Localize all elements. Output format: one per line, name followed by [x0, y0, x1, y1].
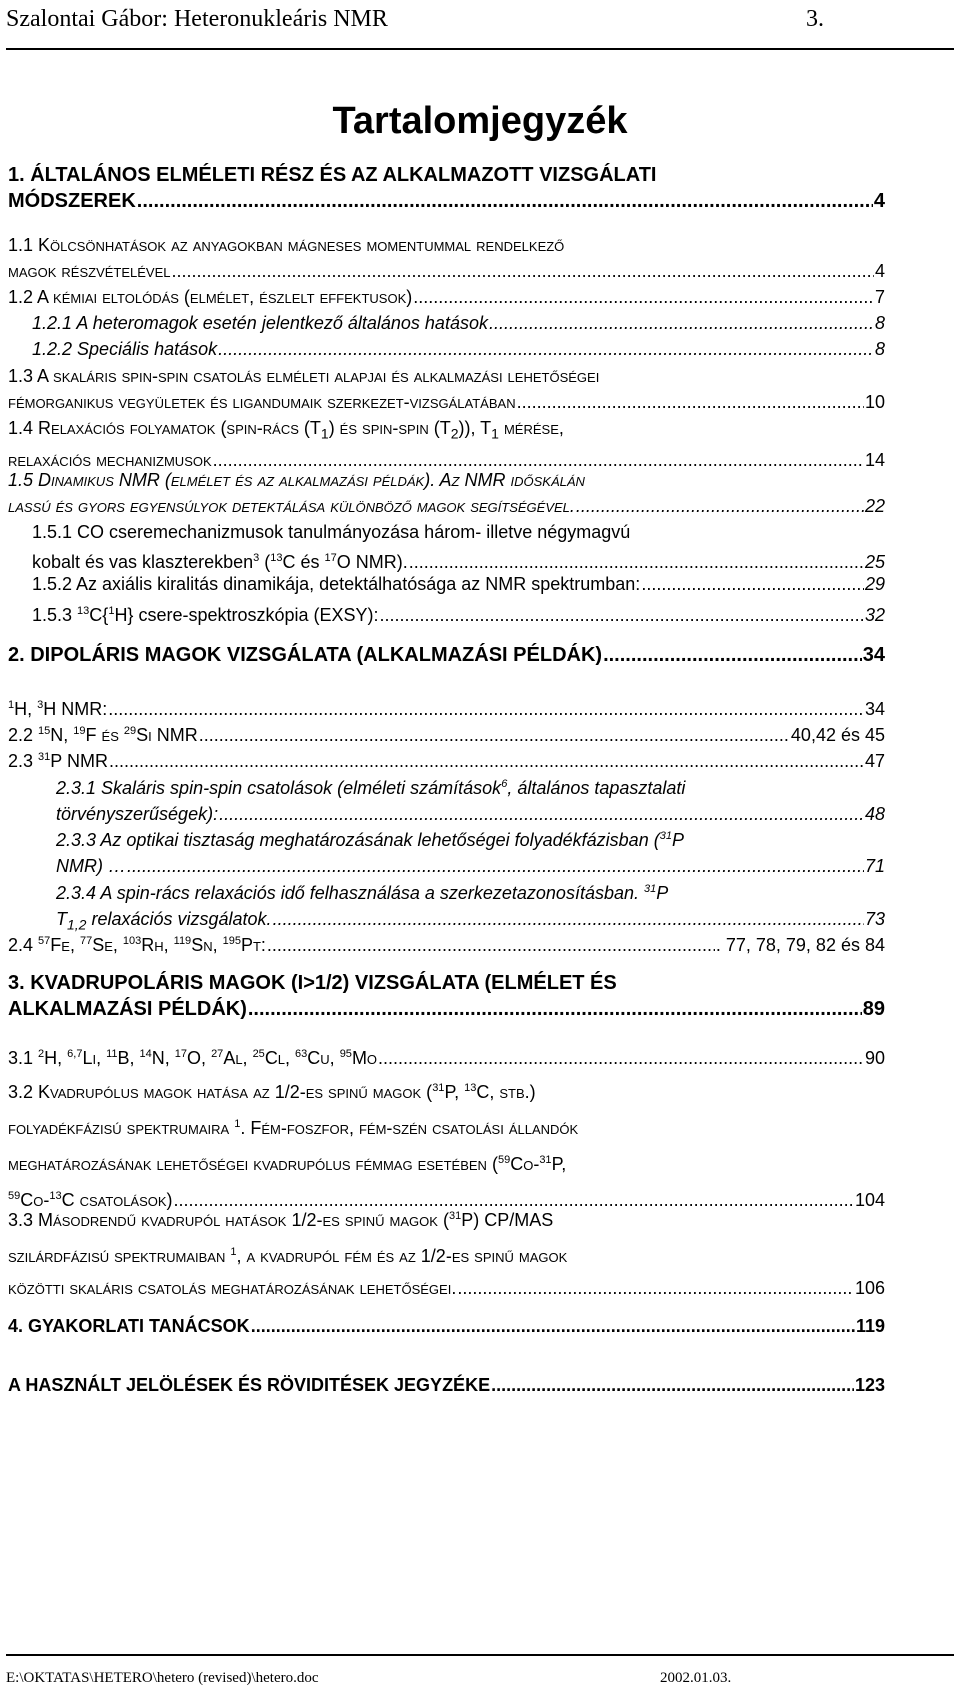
- superscript: 57: [38, 935, 51, 947]
- toc-page-number: 89: [862, 998, 885, 1020]
- toc-entry-text: P) CP/MAS: [461, 1210, 554, 1230]
- toc-page-number: 4: [874, 261, 885, 281]
- toc-entry-text: Co-: [510, 1154, 540, 1174]
- toc-entry-text: 2.2: [8, 725, 39, 745]
- superscript: 31: [432, 1082, 445, 1094]
- toc-entry-2[interactable]: [8, 642, 885, 668]
- toc-entry-text: magok részvételével: [8, 261, 171, 281]
- toc-entry-text: )), T: [458, 418, 492, 438]
- leader-dots: [380, 602, 864, 628]
- toc-entry-text: 1.5.1 CO cseremechanizmusok tanulmányozása három- illetve négymagvú: [32, 522, 631, 542]
- toc-entry-text: (: [259, 552, 271, 572]
- toc-page-number: 7: [874, 287, 885, 307]
- toc-entry-text: Al,: [223, 1048, 253, 1068]
- superscript: 13: [49, 1190, 62, 1202]
- toc-entry-text: , általános tapasztalati: [507, 778, 686, 798]
- toc-page-number: 29: [864, 574, 885, 594]
- superscript: 19: [73, 725, 86, 737]
- toc-page-number: 8: [874, 313, 885, 333]
- toc-page-number: 73: [864, 909, 885, 929]
- leader-dots: [248, 996, 862, 1022]
- superscript: 2: [38, 1048, 45, 1060]
- superscript: 31: [644, 883, 657, 895]
- toc-entry-text: Cu,: [307, 1048, 340, 1068]
- toc-entry-text: MÓDSZEREK: [8, 190, 136, 212]
- toc-page-number: 4: [873, 190, 885, 212]
- toc-entry-1-5[interactable]: [8, 467, 885, 519]
- leader-dots: [267, 932, 715, 958]
- toc-entry-text: 2.3.4 A spin-rács relaxációs idő felhasználása a szerkezetazonosításban.: [56, 883, 644, 903]
- toc-page-number: 14: [864, 449, 885, 470]
- superscript: 13: [464, 1082, 477, 1094]
- leader-dots: [413, 284, 874, 310]
- leader-dots: [218, 336, 874, 362]
- toc-entry-text: O,: [187, 1048, 212, 1068]
- toc-entry-text: meghatározásának lehetőségei kvadrupólus fémmag esetében (: [8, 1154, 498, 1174]
- leader-dots: [137, 188, 873, 214]
- superscript: 59: [8, 1190, 21, 1202]
- toc-entry-text: . Fém-foszfor, fém-szén csatolási állandók: [240, 1118, 579, 1138]
- superscript: 77: [79, 935, 93, 947]
- toc-entry-text: 2.4: [8, 935, 39, 955]
- toc-entry-text: mérése,: [498, 418, 564, 438]
- superscript: 13: [77, 605, 90, 617]
- superscript: 31: [539, 1154, 552, 1166]
- toc-entry-text: P: [671, 830, 684, 850]
- superscript: 103: [122, 935, 142, 947]
- toc-page-number: 40,42 és 45: [790, 725, 885, 745]
- toc-entry-text: Li,: [82, 1048, 107, 1068]
- toc-page-number: 34: [864, 699, 885, 719]
- toc-entry-text: 2.3: [8, 751, 39, 771]
- toc-page-number: 106: [854, 1278, 885, 1298]
- page-footer: [6, 1654, 954, 1694]
- toc-entry-3-3[interactable]: [8, 1203, 885, 1301]
- toc-entry-text: O NMR).: [336, 552, 408, 572]
- toc-entry-text: 1.1 Kölcsönhatások az anyagokban mágneses momentummal rendelkező: [8, 235, 565, 255]
- superscript: 3: [37, 699, 44, 711]
- superscript: 31: [448, 1210, 462, 1222]
- leader-dots: [378, 1045, 864, 1071]
- toc-entry-text: P,: [551, 1154, 567, 1174]
- toc-page-number: 123: [854, 1375, 885, 1395]
- toc-entry-text: H NMR:: [43, 699, 108, 719]
- toc-entry-1-2[interactable]: [8, 284, 885, 310]
- toc-entry-text: B,: [117, 1048, 140, 1068]
- toc-entry-4[interactable]: [8, 1313, 885, 1339]
- toc-entry-text: H,: [14, 699, 38, 719]
- toc-entry-text: 3.2 Kvadrupólus magok hatása az 1/2-es spinű magok (: [8, 1082, 433, 1102]
- toc-entry-1-2-2[interactable]: [32, 336, 885, 362]
- header-title: Szalontai Gábor: Heteronukleáris NMR: [6, 6, 388, 32]
- toc-entry-text: Si NMR: [136, 725, 198, 745]
- toc-entry-text: 1.2 A kémiai eltolódás (elmélet, észlelt effektusok): [8, 287, 413, 307]
- toc-page-number: 32: [864, 605, 885, 625]
- toc-page-number: 10: [864, 392, 885, 412]
- superscript: 195: [222, 935, 241, 947]
- header-page-number: 3.: [806, 6, 824, 32]
- toc-entry-2-3[interactable]: [8, 744, 885, 774]
- superscript: 1: [230, 1246, 237, 1258]
- toc-entry-text: 3.1: [8, 1048, 39, 1068]
- toc-entry-text: lassú és gyors egyensúlyok detektálása különböző magok segítségével.: [8, 496, 575, 516]
- toc-page-number: 119: [855, 1316, 885, 1336]
- leader-dots: [641, 571, 864, 597]
- toc-entry-text: 1.3 A skaláris spin-spin csatolás elméleti alapjai és alkalmazási lehetőségei: [8, 366, 600, 386]
- toc-entry-text: közötti skaláris csatolás meghatározásának lehetőségei.: [8, 1278, 457, 1298]
- toc-entry-text: Mo: [351, 1048, 378, 1068]
- toc-entry-text: P,: [444, 1082, 465, 1102]
- superscript: 1: [8, 699, 15, 711]
- toc-entry-text: Rh,: [141, 935, 174, 955]
- toc-entry-text: NMR) …: [56, 856, 126, 876]
- superscript: 27: [211, 1048, 224, 1060]
- superscript: 31: [38, 751, 51, 763]
- subscript: 1,2: [67, 916, 87, 933]
- superscript: 25: [252, 1048, 265, 1060]
- toc-entry-text: T: [56, 909, 67, 929]
- toc-entry-text: Cl,: [264, 1048, 296, 1068]
- toc-entry-text: folyadékfázisú spektrumaira: [8, 1118, 235, 1138]
- superscript: 15: [38, 725, 51, 737]
- toc-page-number: 47: [864, 751, 885, 771]
- toc-entry-text: ) és spin-spin (T: [328, 418, 451, 438]
- superscript: 14: [139, 1048, 152, 1060]
- superscript: 29: [123, 725, 137, 737]
- toc-entry-1[interactable]: [8, 162, 885, 214]
- toc-entry-text: 1.2.2 Speciális hatások: [32, 339, 218, 359]
- subscript: 1: [491, 425, 499, 442]
- superscript: 1: [108, 605, 115, 617]
- toc-page-number: 8: [874, 339, 885, 359]
- toc-page-number: 25: [864, 552, 885, 572]
- toc-entry-text: C és: [282, 552, 325, 572]
- leader-dots: [517, 389, 864, 415]
- toc-entry-text: szilárdfázisú spektrumaiban: [8, 1246, 231, 1266]
- toc-entry-text: Pt:: [240, 935, 266, 955]
- document-title: Tartalomjegyzék: [332, 100, 628, 142]
- toc-entry-2-3-3[interactable]: [56, 823, 885, 879]
- toc-entry-text: 1. ÁLTALÁNOS ELMÉLETI RÉSZ ÉS AZ ALKALMAZOTT VIZSGÁLATI: [8, 164, 657, 186]
- toc-entry-1-5-2[interactable]: [32, 571, 885, 597]
- toc-entry-text: fémorganikus vegyületek és ligandumaik szerkezet-vizsgálatában: [8, 392, 516, 412]
- superscript: 3: [253, 552, 260, 564]
- toc-entry-text: N,: [151, 1048, 175, 1068]
- toc-entry-text: 2. DIPOLÁRIS MAGOK VIZSGÁLATA (ALKALMAZÁSI PÉLDÁK): [8, 644, 603, 666]
- superscript: 95: [339, 1048, 352, 1060]
- leader-dots: [603, 642, 862, 668]
- footer-file-path: E:\OKTATAS\HETERO\hetero (revised)\hetero.doc: [6, 1670, 319, 1686]
- superscript: 6,7: [67, 1048, 83, 1060]
- toc-entry-text: Se,: [92, 935, 123, 955]
- superscript: 17: [174, 1048, 188, 1060]
- toc-entry-text: relaxációs mechanizmusok: [8, 449, 212, 470]
- toc-entry-text: 1.5.2 Az axiális kiralitás dinamikája, detektálhatósága az NMR spektrumban:: [32, 574, 641, 594]
- superscript: 63: [295, 1048, 308, 1060]
- toc-entry-2-4[interactable]: [8, 928, 885, 958]
- toc-entry-text: 1.4 Relaxációs folyamatok (spin-rács (T: [8, 418, 321, 438]
- toc-entry-3-1[interactable]: [8, 1041, 885, 1071]
- toc-entry-text: relaxációs vizsgálatok.: [86, 909, 272, 929]
- toc-entry-text: 2.3.1 Skaláris spin-spin csatolások (elméleti számítások: [56, 778, 502, 798]
- toc-page-number: 71: [864, 856, 885, 876]
- toc-page-number: 90: [864, 1048, 885, 1068]
- superscript: 31: [659, 830, 672, 842]
- toc-page-number: 34: [862, 644, 885, 666]
- toc-entry-text: C, stb.): [476, 1082, 536, 1102]
- leader-dots: [491, 1372, 854, 1398]
- toc-entry-3-2[interactable]: [8, 1075, 885, 1213]
- toc-page-number: . 77, 78, 79, 82 és 84: [715, 935, 885, 955]
- toc-entry-3[interactable]: [8, 970, 885, 1022]
- toc-page-number: 22: [864, 496, 885, 516]
- toc-entry-text: Co-: [20, 1190, 50, 1210]
- subscript: 2: [450, 425, 459, 442]
- toc-entry-1-1[interactable]: [8, 232, 885, 284]
- leader-dots: [489, 310, 874, 336]
- toc-entry-2-3-1[interactable]: [56, 771, 885, 827]
- toc-entry-notations[interactable]: [8, 1372, 885, 1398]
- superscript: 119: [173, 935, 192, 947]
- toc-entry-text: 2.3.3 Az optikai tisztaság meghatározásának lehetőségei folyadékfázisban (: [56, 830, 660, 850]
- superscript: 13: [270, 552, 283, 564]
- toc-entry-text: , a kvadrupól fém és az 1/2-es spinű magok: [236, 1246, 568, 1266]
- toc-entry-1-5-1[interactable]: [32, 519, 885, 575]
- leader-dots: [457, 1275, 854, 1301]
- toc-entry-text: P: [656, 883, 669, 903]
- footer-date: 2002.01.03.: [660, 1670, 732, 1686]
- superscript: 17: [324, 552, 337, 564]
- toc-page-number: 48: [864, 804, 885, 824]
- toc-entry-1-3[interactable]: [8, 363, 885, 415]
- subscript: 1: [320, 425, 329, 442]
- toc-entry-text: 1.5 Dinamikus NMR (elmélet és az alkalmazási példák). Az NMR időskálán: [8, 470, 585, 490]
- toc-entry-text: 4. GYAKORLATI TANÁCSOK: [8, 1316, 250, 1336]
- toc-entry-text: Fe,: [50, 935, 80, 955]
- toc-entry-text: H} csere-spektroszkópia (EXSY):: [114, 605, 379, 625]
- toc-entry-1-2-1[interactable]: [32, 310, 885, 336]
- toc-entry-text: 3.3 Másodrendű kvadrupól hatások 1/2-es spinű magok (: [8, 1210, 449, 1230]
- toc-entry-text: C csatolások): [61, 1190, 173, 1210]
- superscript: 59: [497, 1154, 511, 1166]
- leader-dots: [576, 493, 864, 519]
- toc-entry-text: H,: [44, 1048, 68, 1068]
- toc-entry-text: törvényszerűségek):: [56, 804, 219, 824]
- leader-dots: [172, 258, 874, 284]
- toc-entry-text: Sn,: [191, 935, 223, 955]
- toc-entry-text: C{: [89, 605, 109, 625]
- toc-entry-text: 3. KVADRUPOLÁRIS MAGOK (I>1/2) VIZSGÁLATA (ELMÉLET ÉS: [8, 972, 617, 994]
- toc-entry-text: A HASZNÁLT JELÖLÉSEK ÉS RÖVIDITÉSEK JEGYZÉKE: [8, 1375, 491, 1395]
- superscript: 6: [501, 778, 508, 790]
- toc-entry-text: 1.2.1 A heteromagok esetén jelentkező általános hatások: [32, 313, 488, 333]
- toc-entry-text: F és: [85, 725, 124, 745]
- toc-entry-1-4[interactable]: [8, 415, 885, 473]
- toc-entry-text: N,: [50, 725, 74, 745]
- toc-entry-text: ALKALMAZÁSI PÉLDÁK): [8, 998, 247, 1020]
- toc-entry-text: P NMR: [50, 751, 108, 771]
- superscript: 11: [106, 1048, 118, 1060]
- toc-entry-text: kobalt és vas klaszterekben: [32, 552, 254, 572]
- toc-page-number: 104: [854, 1190, 885, 1210]
- leader-dots: [251, 1313, 855, 1339]
- superscript: 1: [234, 1118, 241, 1130]
- toc-entry-1-5-3[interactable]: [32, 598, 885, 628]
- toc-entry-text: 1.5.3: [32, 605, 78, 625]
